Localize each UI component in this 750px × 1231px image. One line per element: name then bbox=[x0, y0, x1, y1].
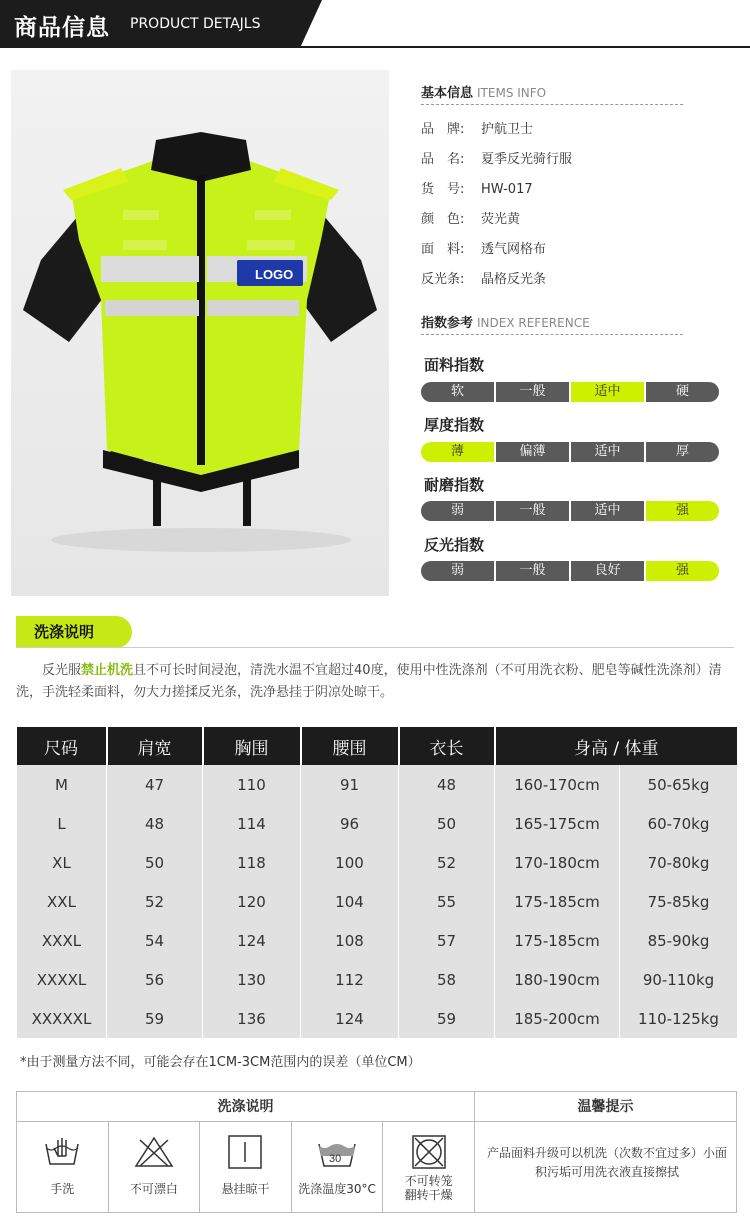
care-label: 不可漂白 bbox=[129, 1182, 178, 1196]
washing-title: 洗涤说明 bbox=[16, 616, 132, 648]
product-image bbox=[11, 70, 389, 596]
index-option-selected: 强 bbox=[646, 561, 719, 581]
care-item bbox=[17, 1122, 108, 1212]
table-cell: 50 bbox=[399, 804, 495, 843]
index-option: 一般 bbox=[496, 561, 569, 581]
logo-text: LOGO bbox=[255, 267, 294, 282]
index-option-selected: 强 bbox=[646, 501, 719, 521]
table-cell: 170-180cm bbox=[495, 843, 620, 882]
table-cell: 136 bbox=[203, 999, 301, 1038]
index-option: 适中 bbox=[571, 501, 644, 521]
index-option: 硬 bbox=[646, 382, 719, 402]
info-value: 荧光黄 bbox=[481, 212, 521, 227]
info-value: 护航卫士 bbox=[481, 122, 534, 137]
table-cell: XXXXL bbox=[17, 960, 107, 999]
table-cell: XXXXXL bbox=[17, 999, 107, 1038]
table-cell: 55 bbox=[399, 882, 495, 921]
table-cell: 165-175cm bbox=[495, 804, 620, 843]
basic-info-title-en: ITEMS INFO bbox=[477, 86, 547, 100]
table-cell: 54 bbox=[107, 921, 203, 960]
col-header: 胸围 bbox=[203, 727, 301, 765]
care-item bbox=[108, 1122, 200, 1212]
index-group-title: 耐磨指数 bbox=[424, 476, 485, 494]
care-label: 不可转笼 翻转干燥 bbox=[404, 1174, 453, 1202]
index-option-selected: 适中 bbox=[571, 382, 644, 402]
table-cell: 185-200cm bbox=[495, 999, 620, 1038]
washing-text-part: 反光服 bbox=[42, 663, 82, 678]
table-cell: 100 bbox=[301, 843, 399, 882]
table-cell: 91 bbox=[301, 765, 399, 804]
index-option: 弱 bbox=[421, 501, 494, 521]
size-table bbox=[16, 727, 737, 1038]
index-option: 一般 bbox=[496, 382, 569, 402]
washing-text bbox=[16, 660, 736, 704]
table-cell: 50 bbox=[107, 843, 203, 882]
table-cell: 120 bbox=[203, 882, 301, 921]
index-ref-title-en: INDEX REFERENCE bbox=[477, 316, 590, 330]
no-bleach-icon bbox=[134, 1134, 174, 1170]
info-value: 透气网格布 bbox=[481, 242, 547, 257]
table-cell: 57 bbox=[399, 921, 495, 960]
care-item bbox=[291, 1122, 383, 1212]
size-table-header bbox=[17, 727, 738, 765]
info-value: 夏季反光骑行服 bbox=[481, 152, 573, 167]
info-row bbox=[421, 118, 533, 137]
info-row bbox=[421, 148, 572, 167]
no-tumble-dry-icon bbox=[409, 1134, 449, 1170]
care-label: 洗涤温度30°C bbox=[298, 1182, 376, 1196]
measurement-note: *由于测量方法不同，可能会存在1CM-3CM范围内的误差（单位CM） bbox=[20, 1055, 421, 1070]
table-cell: XXXL bbox=[17, 921, 107, 960]
col-header: 身高 / 体重 bbox=[495, 727, 738, 765]
index-option: 良好 bbox=[571, 561, 644, 581]
info-key: 品 牌: bbox=[421, 122, 465, 137]
header-title-cn: 商品信息 bbox=[14, 15, 110, 41]
table-cell: 75-85kg bbox=[619, 882, 737, 921]
table-row bbox=[17, 765, 738, 804]
table-cell: 90-110kg bbox=[619, 960, 737, 999]
index-scale bbox=[421, 382, 719, 402]
care-item bbox=[382, 1122, 474, 1212]
header-title-en: PRODUCT DETAJLS bbox=[130, 16, 261, 32]
table-row bbox=[17, 960, 738, 999]
table-row bbox=[17, 882, 738, 921]
table-cell: 175-185cm bbox=[495, 882, 620, 921]
index-option-selected: 薄 bbox=[421, 442, 494, 462]
table-cell: 50-65kg bbox=[619, 765, 737, 804]
table-cell: XL bbox=[17, 843, 107, 882]
table-cell: 56 bbox=[107, 960, 203, 999]
info-value: HW-017 bbox=[481, 182, 533, 197]
table-cell: 96 bbox=[301, 804, 399, 843]
table-row bbox=[17, 804, 738, 843]
basic-info-title-cn: 基本信息 bbox=[421, 86, 474, 101]
table-cell: 110 bbox=[203, 765, 301, 804]
info-value: 晶格反光条 bbox=[481, 272, 547, 287]
index-option: 偏薄 bbox=[496, 442, 569, 462]
care-tip: 产品面料升级可以机洗（次数不宜过多）小面积污垢可用洗衣液直接擦拭 bbox=[487, 1146, 728, 1179]
index-scale bbox=[421, 442, 719, 462]
table-cell: 85-90kg bbox=[619, 921, 737, 960]
care-label: 悬挂晾干 bbox=[221, 1182, 270, 1196]
info-row bbox=[421, 268, 546, 287]
info-key: 品 名: bbox=[421, 152, 465, 167]
table-cell: 104 bbox=[301, 882, 399, 921]
info-key: 颜 色: bbox=[421, 212, 465, 227]
index-option: 适中 bbox=[571, 442, 644, 462]
wash-temp: 30 bbox=[329, 1153, 342, 1165]
index-group-title: 面料指数 bbox=[424, 356, 485, 374]
table-cell: 59 bbox=[107, 999, 203, 1038]
table-cell: 110-125kg bbox=[619, 999, 737, 1038]
index-ref-title bbox=[421, 312, 590, 331]
table-cell: 52 bbox=[107, 882, 203, 921]
index-group-title: 厚度指数 bbox=[424, 416, 485, 434]
table-cell: L bbox=[17, 804, 107, 843]
info-key: 面 料: bbox=[421, 242, 465, 257]
table-cell: M bbox=[17, 765, 107, 804]
table-cell: 48 bbox=[399, 765, 495, 804]
table-cell: 59 bbox=[399, 999, 495, 1038]
care-header-right: 温馨提示 bbox=[475, 1092, 736, 1122]
table-cell: 70-80kg bbox=[619, 843, 737, 882]
index-option: 软 bbox=[421, 382, 494, 402]
table-row bbox=[17, 843, 738, 882]
info-row bbox=[421, 178, 533, 197]
hand-wash-icon bbox=[42, 1134, 82, 1170]
table-cell: 48 bbox=[107, 804, 203, 843]
index-group-title: 反光指数 bbox=[424, 536, 485, 554]
table-cell: 60-70kg bbox=[619, 804, 737, 843]
table-cell: 160-170cm bbox=[495, 765, 620, 804]
table-cell: 112 bbox=[301, 960, 399, 999]
index-ref-title-cn: 指数参考 bbox=[421, 316, 474, 331]
care-item bbox=[199, 1122, 291, 1212]
divider bbox=[421, 334, 683, 335]
info-key: 货 号: bbox=[421, 182, 465, 197]
table-cell: 118 bbox=[203, 843, 301, 882]
table-row bbox=[17, 999, 738, 1038]
table-cell: 114 bbox=[203, 804, 301, 843]
divider bbox=[421, 104, 683, 105]
info-key: 反光条: bbox=[421, 272, 465, 287]
section-header bbox=[0, 0, 750, 48]
index-option: 弱 bbox=[421, 561, 494, 581]
table-cell: 180-190cm bbox=[495, 960, 620, 999]
table-cell: 124 bbox=[203, 921, 301, 960]
table-cell: 124 bbox=[301, 999, 399, 1038]
care-icons bbox=[17, 1122, 475, 1212]
table-cell: XXL bbox=[17, 882, 107, 921]
basic-info-title bbox=[421, 82, 546, 101]
washing-warning: 禁止机洗 bbox=[81, 663, 134, 678]
index-scale bbox=[421, 501, 719, 521]
care-label: 手洗 bbox=[50, 1182, 75, 1196]
col-header: 衣长 bbox=[399, 727, 495, 765]
table-cell: 58 bbox=[399, 960, 495, 999]
washing-text-part: 且不可长时间浸泡，清洗水温不宜超过40度，使用中性洗涤剂（不可用洗衣粉、肥皂等碱性洗涤剂）清洗，手洗轻柔面料，勿大力搓揉反光条，洗净悬挂于阴凉处晾干。 bbox=[16, 663, 722, 700]
table-cell: 130 bbox=[203, 960, 301, 999]
col-header: 尺码 bbox=[17, 727, 107, 765]
table-cell: 52 bbox=[399, 843, 495, 882]
col-header: 腰围 bbox=[301, 727, 399, 765]
care-table bbox=[16, 1091, 737, 1213]
divider bbox=[16, 647, 734, 648]
care-header-left: 洗涤说明 bbox=[17, 1092, 475, 1122]
jacket-illustration bbox=[11, 70, 389, 596]
col-header: 肩宽 bbox=[107, 727, 203, 765]
table-row bbox=[17, 921, 738, 960]
hang-dry-icon bbox=[225, 1134, 265, 1170]
index-scale bbox=[421, 561, 719, 581]
table-cell: 175-185cm bbox=[495, 921, 620, 960]
table-cell: 108 bbox=[301, 921, 399, 960]
index-option: 厚 bbox=[646, 442, 719, 462]
index-option: 一般 bbox=[496, 501, 569, 521]
header-rule bbox=[0, 46, 750, 48]
info-row bbox=[421, 238, 546, 257]
wash-30-icon bbox=[315, 1134, 359, 1170]
info-row bbox=[421, 208, 520, 227]
table-cell: 47 bbox=[107, 765, 203, 804]
